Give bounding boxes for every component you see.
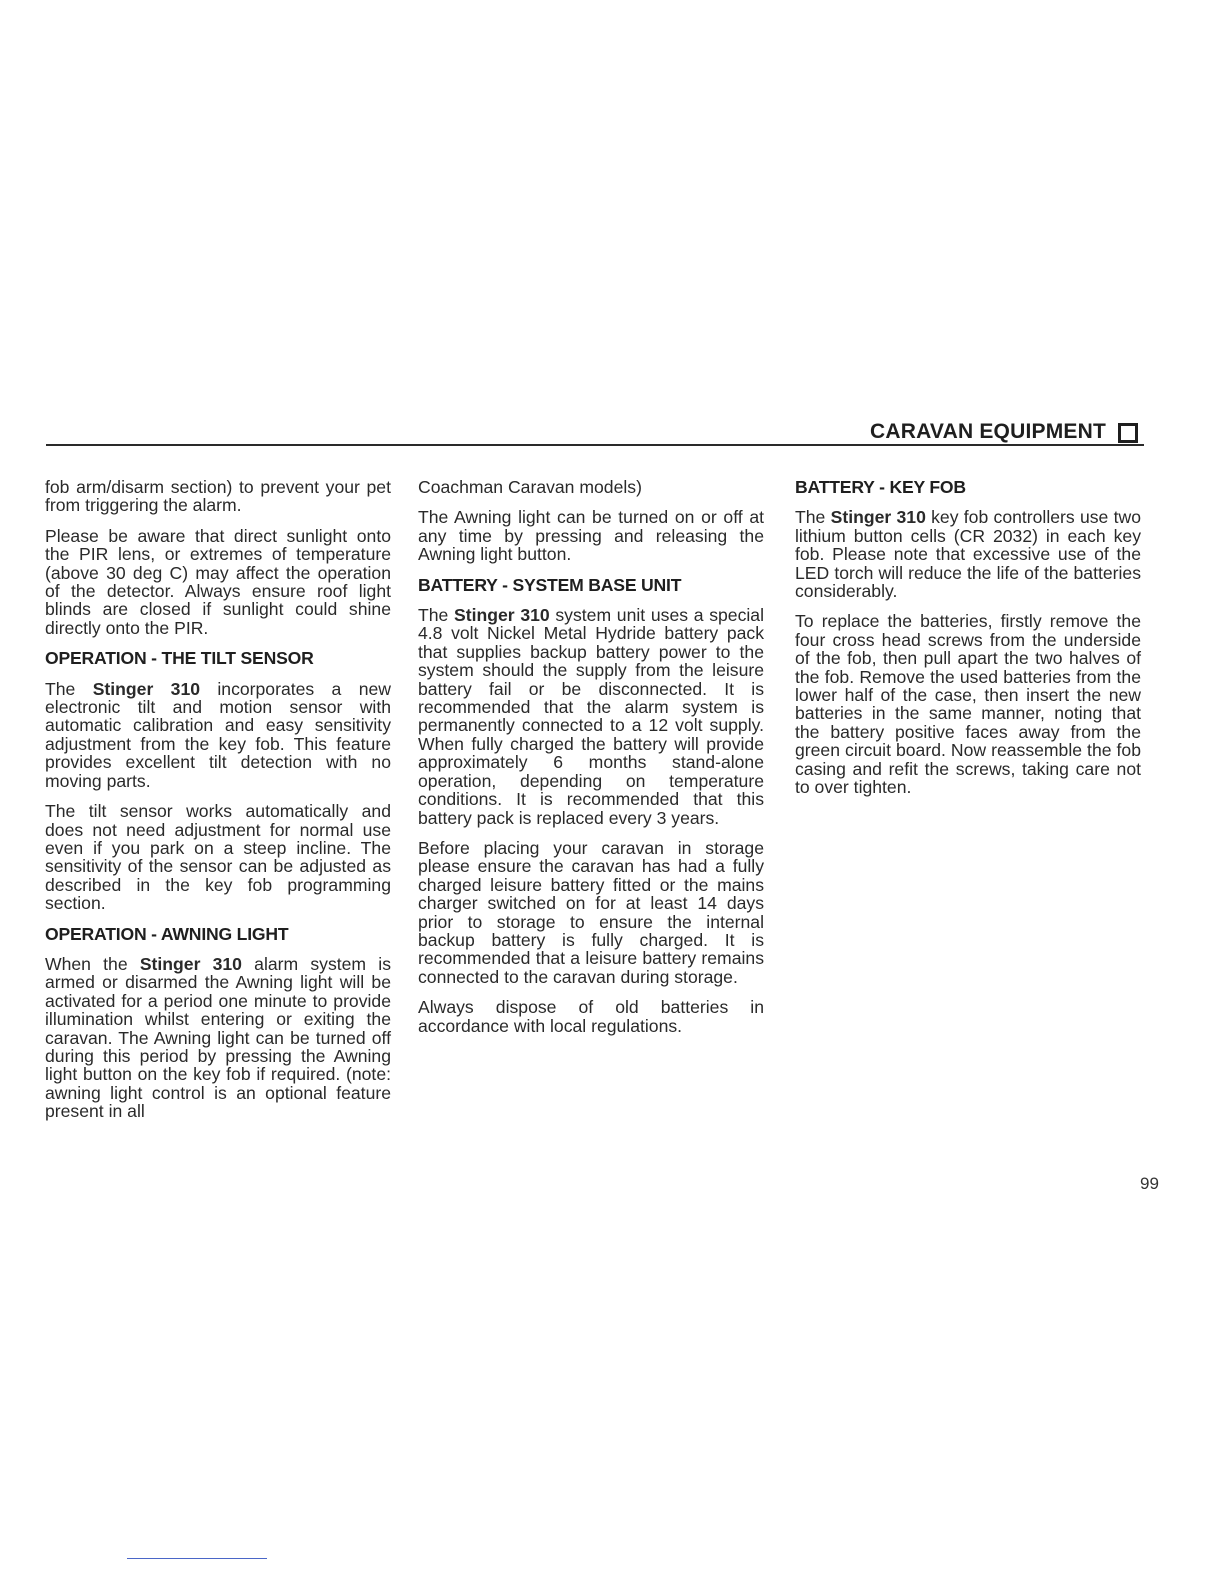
paragraph: Always dispose of old batteries in accordance with local regulations. xyxy=(418,997,764,1036)
brand-name: Stinger 310 xyxy=(92,678,201,699)
column-2 xyxy=(418,478,764,1047)
paragraph: To replace the batteries, firstly remove the four cross head screws from the underside of the fob, then pull apart the two halves of the fob. Remove the used batteries from the lower half of the case, then insert the new batteries in the same manner, noting that the battery positive faces away from the green circuit board. Now reassemble the fob casing and refit the screws, taking care not to over tighten. xyxy=(795,611,1141,798)
heading-battery-key-fob: BATTERY - KEY FOB xyxy=(795,477,966,497)
paragraph: Please be aware that direct sunlight onto the PIR lens, or extremes of temperature (above 30 deg C) may affect the operation of the detector. Always ensure roof light blinds are closed if sunlight could shine directly onto the PIR. xyxy=(45,525,391,638)
brand-name: Stinger 310 xyxy=(139,953,242,974)
paragraph: Coachman Caravan models) xyxy=(418,477,642,497)
section-title: CARAVAN EQUIPMENT xyxy=(870,420,1106,443)
heading-awning-light: OPERATION - AWNING LIGHT xyxy=(45,923,289,944)
heading-battery-base-unit: BATTERY - SYSTEM BASE UNIT xyxy=(418,574,682,595)
paragraph: The tilt sensor works automatically and does not need adjustment for normal use even if you park on a steep incline. The sensitivity of the sensor can be adjusted as described in the key fob programming section. xyxy=(45,801,391,914)
section-marker-box xyxy=(1118,423,1138,443)
column-1 xyxy=(45,478,391,1133)
brand-name: Stinger 310 xyxy=(830,507,926,528)
header-divider xyxy=(46,444,1144,446)
paragraph: When the Stinger 310 alarm system is armed or disarmed the Awning light will be activated for a period one minute to provide illumination whilst entering or exiting the caravan. The Awning light can be turned off during this period by pressing the Awning light button on the key fob if required. (note: awning light control is an optional feature present in all xyxy=(45,953,391,1122)
paragraph: The Stinger 310 incorporates a new electronic tilt and motion sensor with automatic calibration and easy sensitivity adjustment from the key fob. This feature provides excellent tilt detection with no moving parts. xyxy=(45,678,391,791)
link-underline xyxy=(127,1558,267,1559)
page-number: 99 xyxy=(1140,1174,1159,1193)
paragraph: The Awning light can be turned on or off at any time by pressing and releasing the Awning light button. xyxy=(418,507,764,565)
paragraph: fob arm/disarm section) to prevent your pet from triggering the alarm. xyxy=(45,477,391,516)
paragraph: The Stinger 310 key fob controllers use two lithium button cells (CR 2032) in each key fob. Please note that excessive use of the LED torch will reduce the life of the batteries considerably. xyxy=(795,507,1141,602)
paragraph: The Stinger 310 system unit uses a special 4.8 volt Nickel Metal Hydride battery pack that supplies backup battery power to the system should the supply from the leisure battery fail or be disconnected. It is recommended that the alarm system is permanently connected to a 12 volt supply. When fully charged the battery will provide approximately 6 months stand-alone operation, depending on temperature conditions. It is recommended that this battery pack is replaced every 3 years. xyxy=(418,605,764,828)
brand-name: Stinger 310 xyxy=(454,605,550,626)
paragraph: Before placing your caravan in storage please ensure the caravan has had a fully charged leisure battery fitted or the mains charger switched on for at least 14 days prior to storage to ensure the internal backup battery is fully charged. It is recommended that a leisure battery remains connected to the caravan during storage. xyxy=(418,837,764,987)
heading-tilt-sensor: OPERATION - THE TILT SENSOR xyxy=(45,648,314,669)
column-3 xyxy=(795,478,1141,809)
